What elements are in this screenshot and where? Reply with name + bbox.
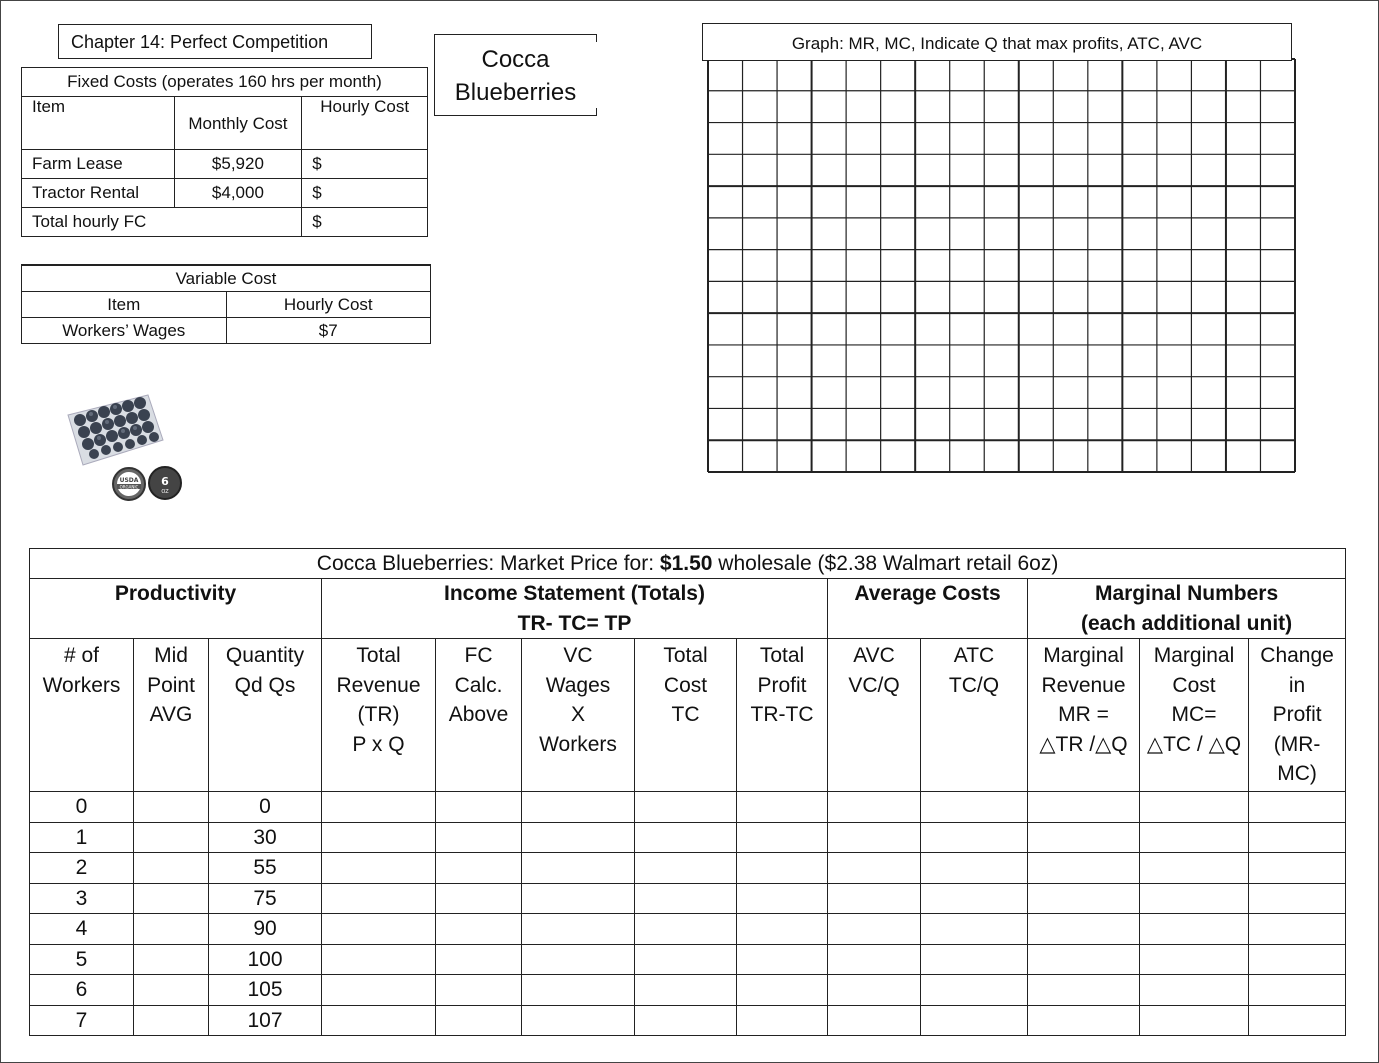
blank-answer-cell[interactable] — [828, 1005, 921, 1036]
blank-answer-cell[interactable] — [522, 1005, 635, 1036]
table-row — [30, 975, 1346, 1006]
cocca-title-line-1: Cocca — [481, 46, 550, 73]
column-header-line: Marginal — [1153, 644, 1235, 667]
blank-answer-cell[interactable] — [1028, 883, 1140, 914]
fixed-row-item: Farm Lease — [22, 150, 175, 179]
group-income-statement — [322, 579, 828, 639]
blank-answer-cell[interactable] — [828, 944, 921, 975]
blank-answer-cell[interactable] — [737, 853, 828, 884]
blank-answer-cell[interactable] — [436, 792, 522, 823]
fixed-costs-table — [21, 67, 428, 237]
table-row — [30, 944, 1346, 975]
blank-answer-cell[interactable] — [522, 853, 635, 884]
workers-cell: 1 — [30, 822, 134, 853]
fixed-row-hourly[interactable]: $ — [302, 150, 428, 179]
blank-answer-cell[interactable] — [1028, 822, 1140, 853]
workers-cell: 2 — [30, 853, 134, 884]
blank-answer-cell[interactable] — [322, 975, 436, 1006]
table-row — [30, 822, 1346, 853]
blank-answer-cell[interactable] — [1249, 1005, 1346, 1036]
table-row — [30, 853, 1346, 884]
blank-answer-cell[interactable] — [1140, 975, 1249, 1006]
column-header-line: Wages — [545, 673, 611, 697]
column-header-line: Mid — [154, 644, 188, 667]
fixed-row-hourly[interactable]: $ — [302, 179, 428, 208]
fixed-header-monthly: Monthly Cost — [174, 97, 302, 150]
group-marginal-title: Marginal Numbers — [1094, 582, 1279, 605]
blank-answer-cell[interactable] — [828, 792, 921, 823]
column-header — [322, 639, 436, 792]
column-header-line: MR = — [1058, 703, 1109, 726]
blank-answer-cell[interactable] — [737, 944, 828, 975]
quantity-cell: 90 — [209, 914, 322, 945]
column-header-line: Cost — [663, 673, 708, 697]
blank-answer-cell[interactable] — [828, 883, 921, 914]
blank-answer-cell[interactable] — [1140, 914, 1249, 945]
blank-answer-cell[interactable] — [134, 944, 209, 975]
blank-answer-cell[interactable] — [1249, 853, 1346, 884]
blank-answer-cell[interactable] — [436, 883, 522, 914]
svg-text:OZ: OZ — [161, 489, 169, 495]
column-header-line: △TR /△Q — [1039, 732, 1128, 756]
blank-answer-cell[interactable] — [737, 914, 828, 945]
column-header-line: VC/Q — [848, 673, 900, 697]
blank-answer-cell[interactable] — [134, 853, 209, 884]
blank-answer-cell[interactable] — [921, 853, 1028, 884]
blank-answer-cell[interactable] — [1249, 822, 1346, 853]
column-header — [436, 639, 522, 792]
blank-answer-cell[interactable] — [1249, 914, 1346, 945]
table-row — [30, 792, 1346, 823]
blank-answer-cell[interactable] — [921, 883, 1028, 914]
fixed-total-value[interactable]: $ — [302, 208, 428, 237]
column-header-line: Workers — [539, 732, 617, 756]
income-statement-table — [29, 548, 1346, 1036]
blank-answer-cell[interactable] — [737, 1005, 828, 1036]
quantity-cell: 30 — [209, 822, 322, 853]
blank-answer-cell[interactable] — [635, 1005, 737, 1036]
blank-answer-cell[interactable] — [436, 914, 522, 945]
blank-answer-cell[interactable] — [737, 792, 828, 823]
blank-answer-cell[interactable] — [322, 914, 436, 945]
column-header-line: in — [1288, 673, 1306, 697]
column-header — [134, 639, 209, 792]
group-marginal-numbers — [1028, 579, 1346, 639]
blank-answer-cell[interactable] — [635, 975, 737, 1006]
variable-header-hourly: Hourly Cost — [226, 292, 430, 318]
column-header-line: △TC / △Q — [1146, 732, 1242, 756]
blank-answer-cell[interactable] — [322, 853, 436, 884]
workers-cell: 7 — [30, 1005, 134, 1036]
workers-cell: 6 — [30, 975, 134, 1006]
blank-answer-cell[interactable] — [635, 944, 737, 975]
variable-costs-table — [21, 264, 431, 344]
variable-costs-title: Variable Cost — [22, 265, 431, 292]
variable-header-item: Item — [22, 292, 227, 318]
quantity-cell: 105 — [209, 975, 322, 1006]
blank-answer-cell[interactable] — [635, 853, 737, 884]
blank-answer-cell[interactable] — [1140, 853, 1249, 884]
blank-answer-cell[interactable] — [828, 822, 921, 853]
column-header-line: ATC — [953, 644, 995, 667]
blank-answer-cell[interactable] — [134, 792, 209, 823]
column-header-line: Qd Qs — [234, 673, 296, 697]
graph-title: Graph: MR, MC, Indicate Q that max profits, ATC, AVC — [702, 23, 1292, 61]
table-row — [30, 1005, 1346, 1036]
blank-answer-cell[interactable] — [921, 1005, 1028, 1036]
blank-answer-cell[interactable] — [1249, 792, 1346, 823]
quantity-cell: 107 — [209, 1005, 322, 1036]
blank-answer-cell[interactable] — [322, 883, 436, 914]
variable-row-hourly: $7 — [226, 318, 430, 344]
column-header-line: Calc. — [454, 673, 503, 697]
blank-answer-cell[interactable] — [1028, 914, 1140, 945]
column-header — [828, 639, 921, 792]
blank-answer-cell[interactable] — [322, 822, 436, 853]
blank-answer-cell[interactable] — [1249, 883, 1346, 914]
column-header-line: TC/Q — [948, 673, 1000, 697]
column-header — [1140, 639, 1249, 792]
blank-answer-cell[interactable] — [134, 1005, 209, 1036]
column-header — [30, 639, 134, 792]
column-header — [522, 639, 635, 792]
quantity-cell: 55 — [209, 853, 322, 884]
blank-answer-cell[interactable] — [134, 883, 209, 914]
blank-answer-cell[interactable] — [921, 944, 1028, 975]
column-header-line: MC) — [1277, 762, 1317, 785]
market-price-title — [30, 549, 1346, 579]
fixed-costs-title: Fixed Costs (operates 160 hrs per month) — [22, 68, 428, 97]
workers-cell: 3 — [30, 883, 134, 914]
column-header-line: Profit — [757, 673, 807, 697]
box-tick-top — [596, 34, 597, 42]
blank-answer-cell[interactable] — [921, 792, 1028, 823]
box-tick-bottom — [596, 108, 597, 116]
fixed-row-monthly: $5,920 — [174, 150, 302, 179]
blank-answer-cell[interactable] — [1140, 1005, 1249, 1036]
market-price-suffix: wholesale ($2.38 Walmart retail 6oz) — [712, 552, 1059, 575]
market-price-value: $1.50 — [659, 552, 713, 575]
column-header-row — [30, 639, 1346, 792]
market-price-prefix: Cocca Blueberries: Market Price for: — [316, 552, 660, 575]
blank-answer-cell[interactable] — [134, 914, 209, 945]
blank-answer-cell[interactable] — [436, 822, 522, 853]
column-header-line: Point — [147, 673, 195, 697]
fixed-header-hourly: Hourly Cost — [302, 97, 428, 150]
blank-answer-cell[interactable] — [1028, 853, 1140, 884]
blank-answer-cell[interactable] — [737, 883, 828, 914]
column-header-line: Workers — [42, 673, 121, 697]
chapter-title: Chapter 14: Perfect Competition — [58, 24, 372, 59]
blank-answer-cell[interactable] — [737, 822, 828, 853]
blank-answer-cell[interactable] — [522, 914, 635, 945]
blank-answer-cell[interactable] — [134, 975, 209, 1006]
blank-answer-cell[interactable] — [1140, 944, 1249, 975]
blank-answer-cell[interactable] — [522, 822, 635, 853]
column-header-line: Cost — [1172, 673, 1216, 697]
variable-row-item: Workers’ Wages — [22, 318, 227, 344]
blank-answer-cell[interactable] — [1028, 975, 1140, 1006]
blank-answer-cell[interactable] — [1249, 975, 1346, 1006]
column-header-line: MC= — [1171, 703, 1217, 726]
blank-answer-cell[interactable] — [921, 975, 1028, 1006]
blank-answer-cell[interactable] — [322, 944, 436, 975]
column-header-line: AVC — [853, 644, 895, 667]
workers-cell: 5 — [30, 944, 134, 975]
data-rows — [30, 792, 1346, 1036]
group-income-subtitle: TR- TC= TP — [517, 611, 632, 635]
column-header-line: VC — [563, 644, 593, 667]
column-header-line: Total — [356, 644, 401, 667]
blank-answer-cell[interactable] — [322, 1005, 436, 1036]
column-header-line: Revenue — [1041, 673, 1126, 697]
blank-answer-cell[interactable] — [134, 822, 209, 853]
blank-answer-cell[interactable] — [635, 792, 737, 823]
column-header-line: P x Q — [352, 732, 405, 756]
workers-cell: 0 — [30, 792, 134, 823]
table-row — [30, 914, 1346, 945]
column-header-line: Total — [663, 644, 708, 667]
blank-answer-cell[interactable] — [828, 853, 921, 884]
workers-cell: 4 — [30, 914, 134, 945]
column-header-line: X — [570, 703, 585, 726]
column-header-line: TR-TC — [750, 703, 814, 726]
blank-answer-cell[interactable] — [1028, 792, 1140, 823]
cocca-title-box — [434, 34, 596, 116]
quantity-cell: 100 — [209, 944, 322, 975]
blank-answer-cell[interactable] — [522, 944, 635, 975]
blank-answer-cell[interactable] — [635, 914, 737, 945]
svg-text:6: 6 — [161, 475, 169, 488]
blank-answer-cell[interactable] — [1028, 944, 1140, 975]
blank-answer-cell[interactable] — [828, 975, 921, 1006]
blank-answer-cell[interactable] — [1140, 822, 1249, 853]
blank-answer-cell[interactable] — [436, 975, 522, 1006]
blank-answer-cell[interactable] — [635, 822, 737, 853]
column-header-line: Marginal — [1043, 644, 1124, 667]
blueberries-container-image — [58, 390, 188, 505]
column-header-line: # of — [63, 644, 100, 667]
blank-answer-cell[interactable] — [828, 914, 921, 945]
column-header-line: Profit — [1272, 703, 1322, 726]
fixed-total-label: Total hourly FC — [22, 208, 302, 237]
blank-answer-cell[interactable] — [436, 1005, 522, 1036]
column-header — [635, 639, 737, 792]
blank-answer-cell[interactable] — [737, 975, 828, 1006]
fixed-row-item: Tractor Rental — [22, 179, 175, 208]
column-header — [921, 639, 1028, 792]
cocca-title-line-2: Blueberries — [454, 79, 577, 106]
blank-answer-cell[interactable] — [1140, 883, 1249, 914]
column-header-line: (TR) — [357, 703, 400, 726]
blank-answer-cell[interactable] — [921, 914, 1028, 945]
blank-answer-cell[interactable] — [1028, 1005, 1140, 1036]
column-header-line: FC — [464, 644, 493, 667]
blank-answer-cell[interactable] — [322, 792, 436, 823]
svg-text:ORGANIC: ORGANIC — [119, 484, 139, 490]
blank-answer-cell[interactable] — [635, 883, 737, 914]
blank-answer-cell[interactable] — [522, 792, 635, 823]
fixed-header-item: Item — [22, 97, 175, 150]
group-marginal-subtitle: (each additional unit) — [1080, 611, 1293, 635]
column-header-line: Above — [448, 703, 509, 726]
svg-text:USDA: USDA — [119, 477, 139, 484]
column-header-line: (MR- — [1273, 732, 1321, 756]
column-header-line: Total — [759, 644, 805, 667]
quantity-cell: 75 — [209, 883, 322, 914]
blank-answer-cell[interactable] — [436, 853, 522, 884]
graph-grid[interactable] — [707, 58, 1296, 473]
column-header — [1028, 639, 1140, 792]
column-header-line: AVG — [149, 703, 193, 726]
group-income-title: Income Statement (Totals) — [444, 582, 705, 605]
group-average-costs: Average Costs — [828, 579, 1028, 639]
column-header-line: Change — [1260, 644, 1334, 667]
column-header-line: TC — [671, 703, 700, 726]
column-header — [209, 639, 322, 792]
blank-answer-cell[interactable] — [522, 883, 635, 914]
table-row — [30, 883, 1346, 914]
blank-answer-cell[interactable] — [921, 822, 1028, 853]
quantity-cell: 0 — [209, 792, 322, 823]
blank-answer-cell[interactable] — [1249, 944, 1346, 975]
blank-answer-cell[interactable] — [1140, 792, 1249, 823]
group-productivity: Productivity — [30, 579, 322, 639]
column-header-line: Revenue — [336, 673, 421, 697]
fixed-row-monthly: $4,000 — [174, 179, 302, 208]
column-header — [1249, 639, 1346, 792]
column-header — [737, 639, 828, 792]
column-header-line: Quantity — [225, 644, 305, 667]
blank-answer-cell[interactable] — [436, 944, 522, 975]
blank-answer-cell[interactable] — [522, 975, 635, 1006]
